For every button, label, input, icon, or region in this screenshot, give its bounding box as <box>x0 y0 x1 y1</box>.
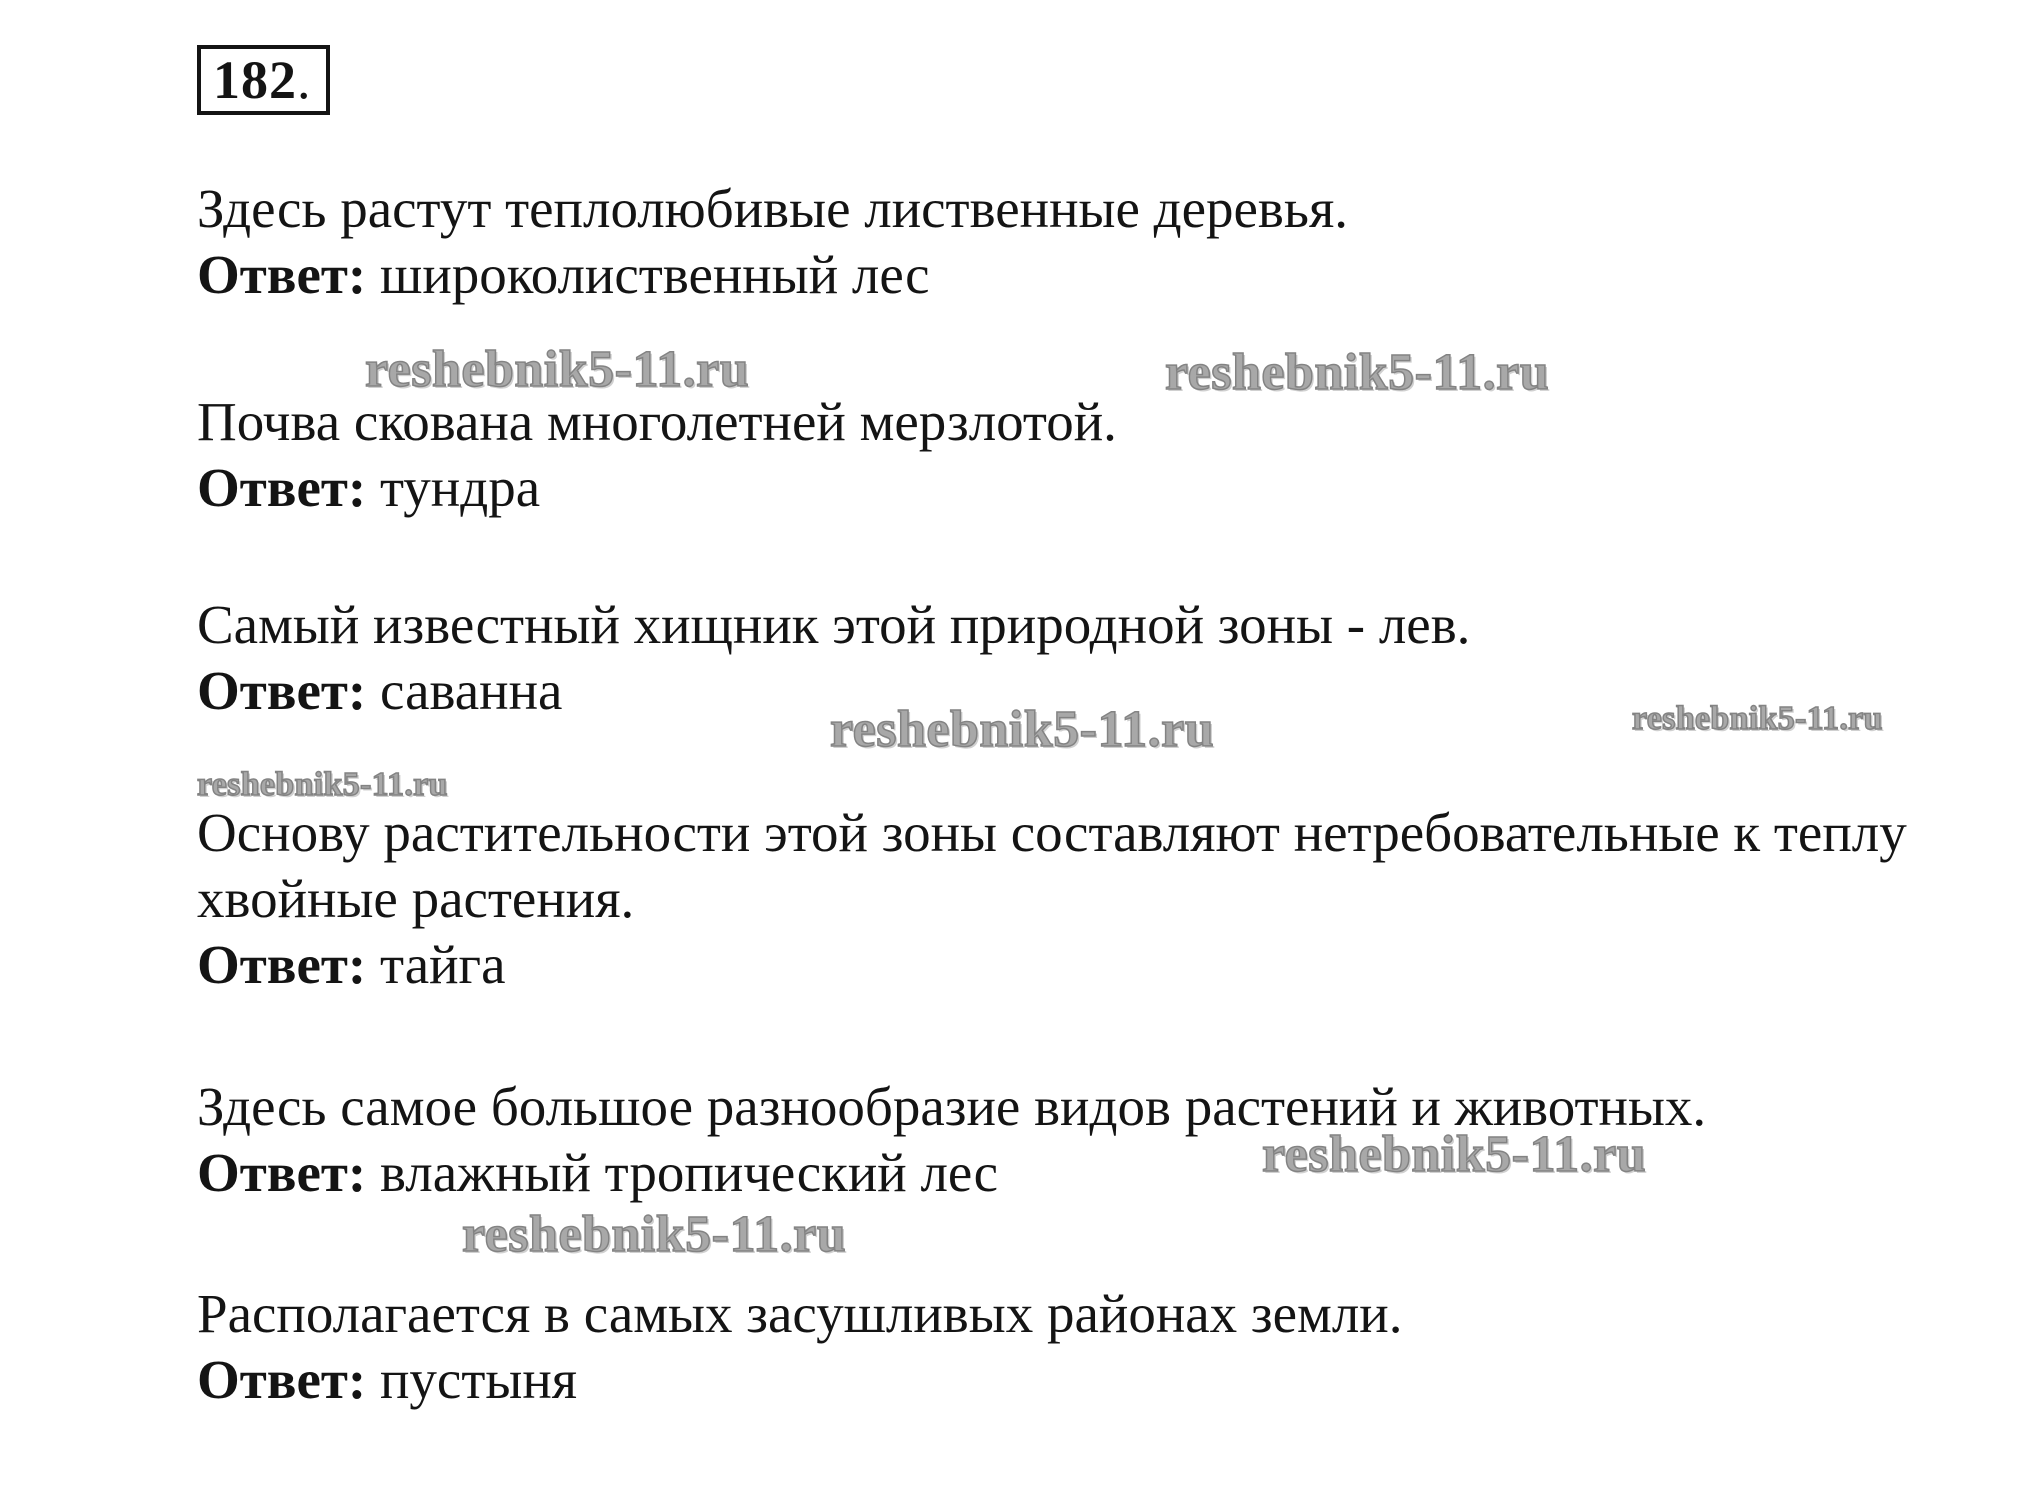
question-text: Здесь растут теплолюбивые лиственные деревья. <box>197 178 1349 239</box>
task-number-dot: . <box>297 50 312 110</box>
answer-label: Ответ: <box>197 457 367 518</box>
watermark: reshebnik5-11.ru <box>830 701 1215 758</box>
watermark: reshebnik5-11.ru <box>365 341 750 398</box>
answer-text: пустыня <box>380 1349 578 1410</box>
question-item-4 <box>197 800 1907 998</box>
question-item-6 <box>197 1281 1403 1413</box>
task-number: 182 <box>213 50 297 110</box>
question-item-2 <box>197 389 1117 521</box>
answer-label: Ответ: <box>197 1142 367 1203</box>
watermark: reshebnik5-11.ru <box>462 1206 847 1263</box>
answer-label: Ответ: <box>197 660 367 721</box>
answer-text: саванна <box>380 660 563 721</box>
question-item-1 <box>197 176 1348 308</box>
answer-label: Ответ: <box>197 1349 367 1410</box>
watermark: reshebnik5-11.ru <box>197 766 448 803</box>
question-text: Здесь самое большое разнообразие видов растений и животных. <box>197 1076 1707 1137</box>
answer-line <box>197 242 1348 308</box>
question-text: Располагается в самых засушливых районах земли. <box>197 1283 1403 1344</box>
answer-line <box>197 1347 1403 1413</box>
answer-label: Ответ: <box>197 934 367 995</box>
question-text: Основу растительности этой зоны составляют нетребовательные к теплу <box>197 802 1907 863</box>
question-text-continued: хвойные растения. <box>197 868 635 929</box>
answer-text: тундра <box>380 457 541 518</box>
answer-text: влажный тропический лес <box>380 1142 999 1203</box>
watermark: reshebnik5-11.ru <box>1165 344 1550 401</box>
answer-label: Ответ: <box>197 244 367 305</box>
question-text: Самый известный хищник этой природной зоны - лев. <box>197 594 1471 655</box>
watermark: reshebnik5-11.ru <box>1262 1126 1647 1183</box>
question-text: Почва скована многолетней мерзлотой. <box>197 391 1117 452</box>
task-number-box <box>197 45 330 115</box>
watermark: reshebnik5-11.ru <box>1632 700 1883 737</box>
answer-text: тайга <box>380 934 506 995</box>
answer-text: широколиственный лес <box>380 244 930 305</box>
answer-line <box>197 932 1907 998</box>
answer-line <box>197 455 1117 521</box>
